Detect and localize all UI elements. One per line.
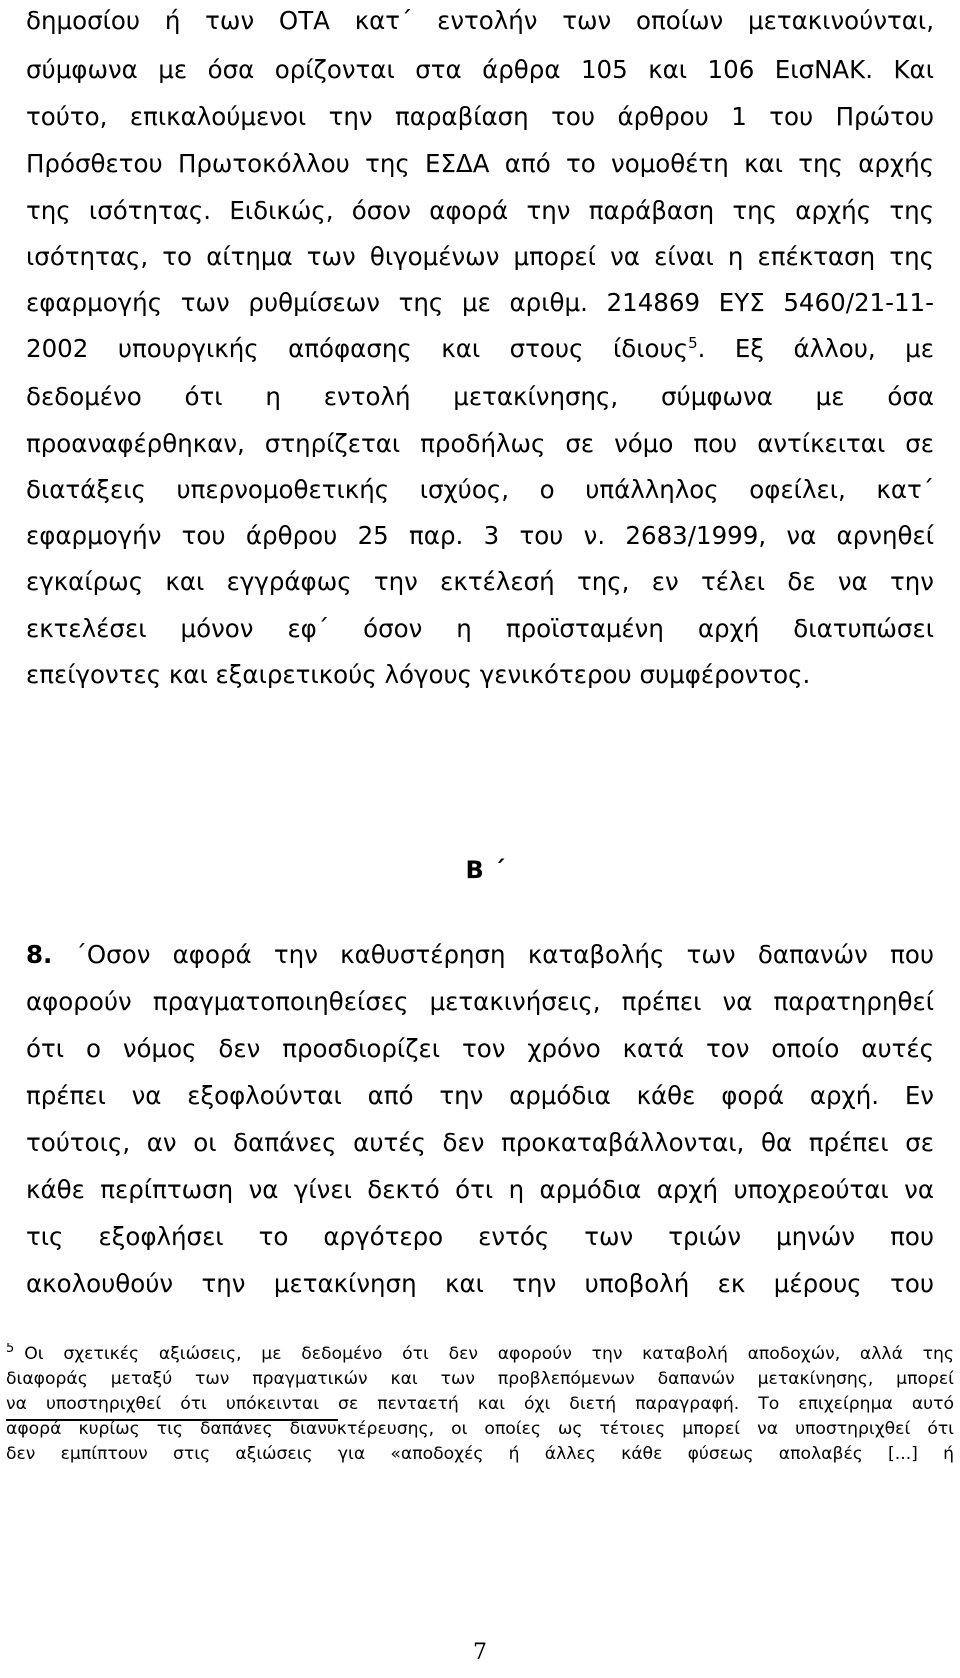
body-line: δεδομένο ότι η εντολή μετακίνησης, σύμφωνα με όσα (26, 382, 934, 411)
body-line: ότι ο νόμος δεν προσδιορίζει τον χρόνο κατά τον οποίο αυτές (26, 1034, 934, 1063)
footnote-first-line (6, 1343, 954, 1365)
body-text: . Εξ άλλου, με (697, 334, 934, 363)
footnote-number: 5 (6, 1343, 15, 1357)
footnote-line: διαφοράς μεταξύ των πραγματικών και των προβλεπόμενων δαπανών μετακίνησης, μπορεί (6, 1369, 954, 1389)
body-line: της ισότητας. Ειδικώς, όσον αφορά την παράβαση της αρχής της (26, 196, 934, 225)
body-text: ΄Οσον αφορά την καθυστέρηση καταβολής των δαπανών που (74, 940, 934, 969)
body-line: σύμφωνα με όσα ορίζονται στα άρθρα 105 και 106 ΕισΝΑΚ. Και (26, 55, 934, 84)
section-heading (0, 855, 960, 885)
body-line: τις εξοφλήσει το αργότερο εντός των τριών μηνών που (26, 1222, 934, 1251)
body-line: κάθε περίπτωση να γίνει δεκτό ότι η αρμόδια αρχή υποχρεούται να (26, 1175, 934, 1204)
footnote-line: να υποστηριχθεί ότι υπόκεινται σε πενταετή και όχι διετή παραγραφή. Το επιχείρημα αυτό (6, 1394, 954, 1414)
body-line: πρέπει να εξοφλούνται από την αρμόδια κάθε φορά αρχή. Εν (26, 1081, 934, 1110)
body-line: τούτο, επικαλούμενοι την παραβίαση του άρθρου 1 του Πρώτου (26, 102, 934, 131)
body-line: ισότητας, το αίτημα των θιγομένων μπορεί να είναι η επέκταση της (26, 242, 934, 271)
section-letter: Β (465, 856, 484, 884)
body-line: διατάξεις υπερνομοθετικής ισχύος, ο υπάλληλος οφείλει, κατ΄ (26, 475, 934, 504)
footnote-text: Οι σχετικές αξιώσεις, με δεδομένο ότι δεν αφορούν την καταβολή αποδοχών, αλλά της (24, 1344, 954, 1364)
body-line: δημοσίου ή των ΟΤΑ κατ΄ εντολήν των οποίων μετακινούνται, (26, 6, 934, 35)
section-mark: ΄ (493, 856, 505, 884)
body-line: εφαρμογής των ρυθμίσεων της με αριθμ. 214869 ΕΥΣ 5460/21-11- (26, 288, 934, 317)
body-line: ακολουθούν την μετακίνηση και την υποβολή εκ μέρους του (26, 1269, 934, 1298)
footnote-line: δεν εμπίπτουν στις αξιώσεις για «αποδοχές ή άλλες κάθε φύσεως απολαβές [...] ή (6, 1444, 954, 1464)
body-line: επείγοντες και εξαιρετικούς λόγους γενικότερου συμφέροντος. (26, 660, 811, 689)
paragraph-first-line (26, 940, 934, 970)
page-number: 7 (473, 1640, 487, 1665)
body-line-with-footnote-ref (26, 334, 934, 364)
body-line: προαναφέρθηκαν, στηρίζεται προδήλως σε νόμο που αντίκειται σε (26, 429, 934, 458)
paragraph-number: 8. (26, 940, 53, 969)
body-line: εγκαίρως και εγγράφως την εκτέλεσή της, εν τέλει δε να την (26, 567, 934, 596)
body-text: 2002 υπουργικής απόφασης και στους ίδιους (26, 334, 689, 363)
body-line: εφαρμογήν του άρθρου 25 παρ. 3 του ν. 2683/1999, να αρνηθεί (26, 521, 934, 550)
body-line: Πρόσθετου Πρωτοκόλλου της ΕΣΔΑ από το νομοθέτη και της αρχής (26, 149, 934, 178)
footnote-line: αφορά κυρίως τις δαπάνες διανυκτέρευσης, οι οποίες ως τέτοιες μπορεί να υποστηριχθεί ότι (6, 1419, 954, 1439)
body-line: εκτελέσει μόνον εφ΄ όσον η προϊσταμένη αρχή διατυπώσει (26, 614, 934, 643)
body-line: αφορούν πραγματοποιηθείσες μετακινήσεις, πρέπει να παρατηρηθεί (26, 987, 934, 1016)
footnote-reference: 5 (688, 334, 698, 352)
body-line: τούτοις, αν οι δαπάνες αυτές δεν προκαταβάλλονται, θα πρέπει σε (26, 1128, 934, 1157)
